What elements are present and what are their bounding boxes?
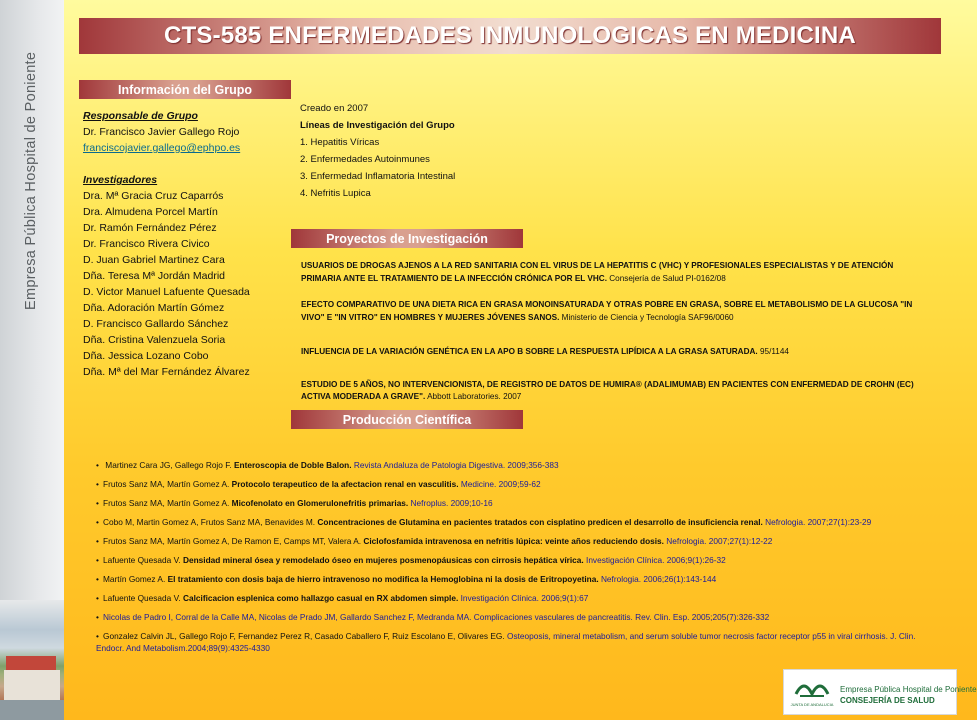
publication-item: • Martinez Cara JG, Gallego Rojo F. Enteroscopia de Doble Balon. Revista Andaluza de Patologia Digestiva. 2009;356-383 — [96, 460, 559, 470]
page-title: CTS-585 ENFERMEDADES INMUNOLOGICAS EN MEDICINA — [164, 22, 856, 49]
project-title: ESTUDIO DE 5 AÑOS, NO INTERVENCIONISTA, DE REGISTRO DE DATOS DE HUMIRA® (ADALIMUMAB) EN PACIENTES CON ENFERMEDAD DE CROHN (EC) ACTIVA MODERADA A GRAVE". — [301, 379, 914, 401]
list-item: Dra. Mª Gracia Cruz Caparrós — [83, 190, 224, 202]
research-line: 1. Hepatitis Víricas — [300, 137, 380, 148]
logo-line2: CONSEJERÍA DE SALUD — [840, 696, 935, 705]
hospital-photo-roof — [6, 656, 56, 670]
publication-title: Densidad mineral ósea y remodelado óseo en mujeres posmenopáusicas con cirrosis hepática vírica. — [182, 555, 584, 565]
publication-journal: Investigación Clínica. 2006;9(1):26-32 — [586, 555, 726, 565]
project-item — [301, 260, 931, 285]
list-item: D. Juan Gabriel Martinez Cara — [83, 254, 225, 266]
list-item: Dña. Mª del Mar Fernández Álvarez — [83, 366, 250, 378]
consejeria-logo — [783, 669, 977, 715]
publication-authors: Lafuente Quesada V. — [103, 555, 181, 565]
project-funder: Consejería de Salud PI-0162/08 — [609, 273, 726, 283]
publication-item: • Frutos Sanz MA, Martín Gomez A, De Ramon E, Camps MT, Valera A. Ciclofosfamida intravenosa en nefritis lúpica: veinte años reduciendo dosis. Nefrologia. 2007;27(1):12-22 — [96, 536, 773, 546]
research-line: 4. Nefritis Lupica — [300, 188, 371, 199]
publication-title: Concentraciones de Glutamina en pacientes tratados con cisplatino predicen el desarrollo de insuficiencia renal. — [317, 517, 763, 527]
publication-authors: Frutos Sanz MA, Martín Gomez A. — [103, 479, 230, 489]
hospital-photo — [0, 600, 64, 720]
publication-authors: Cobo M, Martin Gomez A, Frutos Sanz MA, Benavides M. — [103, 517, 316, 527]
production-heading-bar — [291, 410, 523, 429]
publication-title: Calcificacion esplenica como hallazgo casual en RX abdomen simple. — [182, 593, 459, 603]
project-funder: 95/1144 — [759, 347, 789, 356]
publication-journal: Investigación Clínica. 2006;9(1):67 — [460, 593, 589, 603]
list-item: Dña. Cristina Valenzuela Soria — [83, 334, 226, 346]
research-line: 3. Enfermedad Inflamatoria Intestinal — [300, 171, 456, 182]
production-heading: Producción Científica — [342, 412, 472, 427]
group-info-heading-bar — [79, 80, 291, 99]
list-item: D. Victor Manuel Lafuente Quesada — [83, 286, 250, 298]
publication-item: • Lafuente Quesada V. Calcificacion esplenica como hallazgo casual en RX abdomen simple. Investigación Clínica. 2006;9(1):67 — [96, 593, 589, 603]
publication-journal: Nefrologia. 2006;26(1):143-144 — [600, 574, 717, 584]
projects-heading-bar — [291, 229, 523, 248]
created-year: Creado en 2007 — [300, 103, 369, 114]
logo-line1: Empresa Pública Hospital de Poniente — [840, 685, 977, 694]
publication-title: El tratamiento con dosis baja de hierro intravenoso no modifica la Hemoglobina ni la dosis de Eritropoyetina. — [167, 574, 599, 584]
publication-journal: Revista Andaluza de Patologia Digestiva. 2009;356-383 — [353, 460, 559, 470]
responsable-name: Dr. Francisco Javier Gallego Rojo — [83, 126, 240, 138]
project-title: USUARIOS DE DROGAS AJENOS A LA RED SANITARIA CON EL VIRUS DE LA HEPATITIS C (VHC) Y PROFESIONALES ESPECIALISTAS Y DE ATENCIÓN PRIMARIA ANTE EL TRATAMIENTO DE LA INFECCIÓN CRÓNICA POR EL VHC. — [301, 261, 894, 283]
list-item: Dña. Teresa Mª Jordán Madrid — [83, 270, 226, 282]
publication-journal: Nicolas de Padro I, Corral de la Calle MA, Nicolas de Prado JM, Gallardo Sanchez F, Medranda MA. Complicaciones vasculares de pancreatitis. Rev. Clin. Esp. 2005;205(7):326-332 — [103, 612, 770, 622]
publication-title: Micofenolato en Glomerulonefritis primarias. — [231, 498, 409, 508]
publication-title: Ciclofosfamida intravenosa en nefritis lúpica: veinte años reduciendo dosis. — [363, 536, 664, 546]
projects-list — [301, 260, 931, 418]
sidebar — [0, 0, 64, 720]
group-info-heading: Información del Grupo — [117, 82, 253, 97]
investigadores-label: Investigadores — [83, 174, 158, 186]
list-item: Dr. Francisco Rivera Civico — [83, 238, 210, 250]
publications-list — [96, 459, 936, 660]
project-funder: Ministerio de Ciencia y Tecnología SAF96/0060 — [561, 312, 734, 322]
group-details — [300, 100, 455, 202]
responsable-email-link[interactable]: franciscojavier.gallego@ephpo.es — [83, 142, 241, 154]
publication-item: • Cobo M, Martin Gomez A, Frutos Sanz MA, Benavides M. Concentraciones de Glutamina en pacientes tratados con cisplatino predicen el desarrollo de insuficiencia renal. Nefrologia. 2007;27(1):23-29 — [96, 517, 872, 527]
publication-title: Protocolo terapeutico de la afectacion renal en vasculitis. — [231, 479, 459, 489]
project-item — [301, 346, 931, 359]
responsable-label: Responsable de Grupo — [83, 110, 198, 122]
seal-text: JUNTA DE ANDALUCIA — [790, 702, 834, 707]
list-item: Dr. Ramón Fernández Pérez — [83, 222, 217, 234]
publication-authors: Martín Gomez A. — [103, 574, 166, 584]
research-lines-label: Líneas de Investigación del Grupo — [300, 120, 455, 131]
publication-item: • Lafuente Quesada V. Densidad mineral ósea y remodelado óseo en mujeres posmenopáusicas con cirrosis hepática vírica. Investigación Clínica. 2006;9(1):26-32 — [96, 555, 726, 565]
page-title-bar — [79, 18, 941, 54]
project-item — [301, 379, 931, 404]
publication-journal: Nefrologia. 2007;27(1):23-29 — [765, 517, 872, 527]
publication-authors: Frutos Sanz MA, Martín Gomez A. — [103, 498, 230, 508]
publication-authors: Frutos Sanz MA, Martín Gomez A, De Ramon E, Camps MT, Valera A. — [103, 536, 362, 546]
research-line: 2. Enfermedades Autoinmunes — [300, 154, 430, 165]
hospital-photo-ground — [0, 700, 64, 720]
hospital-photo-building — [4, 670, 60, 700]
project-title: INFLUENCIA DE LA VARIACIÓN GENÉTICA EN LA APO B SOBRE LA RESPUESTA LIPÍDICA A LA GRASA SATURADA. — [301, 347, 758, 356]
publication-title: Enteroscopia de Doble Balon. — [233, 460, 352, 470]
publication-item: • Gonzalez Calvin JL, Gallego Rojo F, Fernandez Perez R, Casado Caballero F, Ruiz Escolano E, Olivares EG. Osteoposis, mineral metabolism, and serum soluble tumor necrosis factor receptor p55 in viral cirrhosis. J. Clin. Endocr. And Metabolism.2004;89(9):4325-4330 — [96, 631, 916, 653]
publication-authors: Martinez Cara JG, Gallego Rojo F. — [103, 460, 232, 470]
projects-heading: Proyectos de Investigación — [326, 231, 488, 246]
investigadores-list — [83, 188, 250, 380]
project-item — [301, 299, 931, 324]
group-info-block — [83, 108, 250, 380]
publication-authors: Lafuente Quesada V. — [103, 593, 181, 603]
junta-andalucia-seal-icon — [790, 674, 834, 710]
project-funder: Abbott Laboratories. 2007 — [427, 392, 522, 401]
list-item: Dra. Almudena Porcel Martín — [83, 206, 218, 218]
list-item: D. Francisco Gallardo Sánchez — [83, 318, 229, 330]
publication-journal: Nefroplus. 2009;10-16 — [410, 498, 493, 508]
list-item: Dña. Jessica Lozano Cobo — [83, 350, 209, 362]
publication-item: • Frutos Sanz MA, Martín Gomez A. Micofenolato en Glomerulonefritis primarias. Nefroplus. 2009;10-16 — [96, 498, 493, 508]
publication-journal: Medicine. 2009;59-62 — [460, 479, 541, 489]
list-item: Dña. Adoración Martín Gómez — [83, 302, 225, 314]
publication-journal: Osteoposis, mineral metabolism, and serum soluble tumor necrosis factor receptor p55 in viral cirrhosis. J. Clin. Endocr. And Metabolism.2004;89(9):4325-4330 — [96, 631, 916, 653]
sidebar-vertical-title: Empresa Pública Hospital de Poniente — [23, 51, 39, 310]
publication-journal: Nefrologia. 2007;27(1):12-22 — [666, 536, 773, 546]
publication-item: • Nicolas de Padro I, Corral de la Calle MA, Nicolas de Prado JM, Gallardo Sanchez F, Medranda MA. Complicaciones vasculares de pancreatitis. Rev. Clin. Esp. 2005;205(7):326-332 — [96, 612, 770, 622]
publication-item: • Frutos Sanz MA, Martín Gomez A. Protocolo terapeutico de la afectacion renal en vasculitis. Medicine. 2009;59-62 — [96, 479, 541, 489]
publication-authors: Gonzalez Calvin JL, Gallego Rojo F, Fernandez Perez R, Casado Caballero F, Ruiz Escolano E, Olivares EG. — [103, 631, 505, 641]
publication-item: • Martín Gomez A. El tratamiento con dosis baja de hierro intravenoso no modifica la Hemoglobina ni la dosis de Eritropoyetina. Nefrologia. 2006;26(1):143-144 — [96, 574, 717, 584]
project-title: EFECTO COMPARATIVO DE UNA DIETA RICA EN GRASA MONOINSATURADA Y OTRAS POBRE EN GRASA, SOBRE EL METABOLISMO DE LA GLUCOSA "IN VIVO" E "IN VITRO" EN HOMBRES Y MUJERES JÓVENES SANOS. — [301, 300, 913, 322]
